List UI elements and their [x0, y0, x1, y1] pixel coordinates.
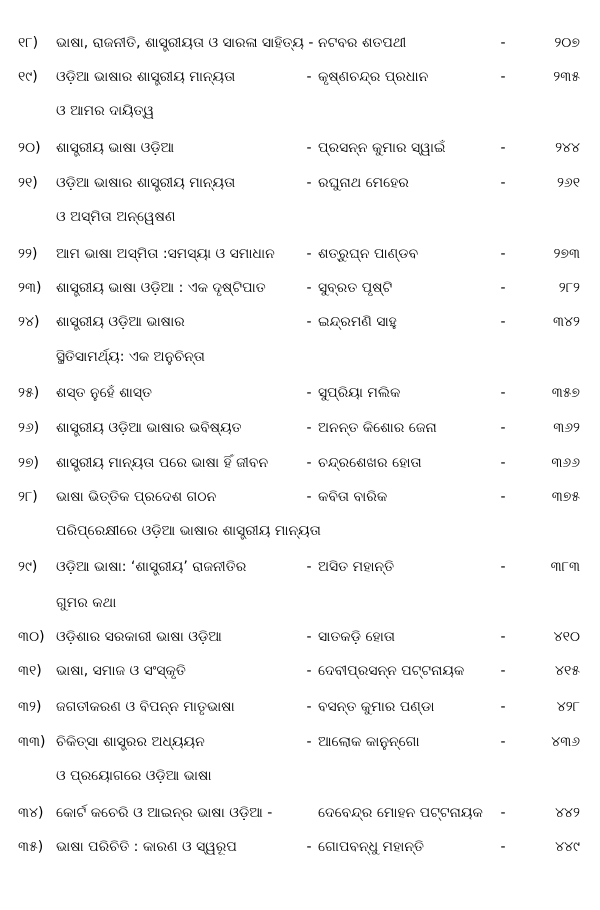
separator-dash: -	[500, 839, 506, 855]
entry-page: ୪୪୯	[555, 839, 580, 855]
entry-page: ୩୫୭	[551, 385, 580, 401]
separator-dash: -	[306, 175, 312, 191]
entry-title-continued: ଗୁମର କଥା	[56, 595, 117, 611]
entry-number: ୨୨)	[18, 246, 38, 262]
entry-number: ୩୫)	[18, 839, 44, 855]
entry-author: ଇନ୍ଦ୍ରମଣି ସାହୁ	[318, 314, 397, 330]
entry-title: ଶାସ୍ତ୍ରୀୟ ଭାଷା ଓଡ଼ିଆ : ଏକ ଦୃଷ୍ଟିପାତ	[56, 280, 266, 296]
separator-dash: -	[500, 69, 506, 85]
entry-title-continued: ଓ ଅସ୍ମିତା ଅନ୍ୱେଷଣ	[56, 209, 176, 225]
entry-title: ଜଗତୀକରଣ ଓ ବିପନ୍ନ ମାତୃଭାଷା	[56, 699, 235, 715]
entry-page: ୪୪୨	[555, 805, 580, 821]
separator-dash: -	[306, 69, 312, 85]
toc-entry	[0, 800, 600, 826]
separator-dash: -	[500, 280, 506, 296]
entry-title: ଶାସ୍ତ୍ରୀୟ ଓଡ଼ିଆ ଭାଷାର	[56, 314, 185, 330]
toc-entry	[0, 694, 600, 720]
separator-dash: -	[500, 140, 506, 156]
entry-author: ଗୋପବନ୍ଧୁ ମହାନ୍ତି	[318, 839, 425, 855]
separator-dash: -	[500, 663, 506, 679]
entry-title: ଓଡ଼ିଆ ଭାଷାର ଶାସ୍ତ୍ରୀୟ ମାନ୍ୟତା	[56, 175, 236, 191]
entry-title: ଶାସ୍ତ୍ରୀୟ ମାନ୍ୟତା ପରେ ଭାଷା ହିଁ ଜୀବନ	[56, 455, 269, 471]
entry-author: ରଘୁନାଥ ମେହେର	[318, 175, 409, 191]
entry-page: ୨୪୪	[555, 140, 580, 156]
separator-dash: -	[306, 839, 312, 855]
entry-author: ବସନ୍ତ କୁମାର ପଣ୍ଡା	[318, 699, 435, 715]
entry-title: ଶାସ୍ତ୍ରୀୟ ଭାଷା ଓଡ଼ିଆ	[56, 140, 175, 156]
entry-number: ୨୪)	[18, 314, 40, 330]
entry-number: ୨୮)	[18, 489, 38, 505]
entry-page: ୪୩୬	[551, 734, 580, 750]
entry-author: ଅନନ୍ତ କିଶୋର ଜେନା	[318, 420, 437, 436]
separator-dash: -	[306, 385, 312, 401]
toc-entry	[0, 380, 600, 406]
separator-dash: -	[306, 663, 312, 679]
entry-number: ୨୯)	[18, 559, 38, 575]
entry-title-continued: ଓ ଆମର ଦାୟିତ୍ୱ	[56, 103, 155, 119]
toc-entry	[0, 170, 600, 196]
entry-page: ୪୨୮	[556, 699, 580, 715]
entry-title: ଭାଷା ପରିଚିତି : କାରଣ ଓ ସ୍ୱରୂପ	[56, 839, 237, 855]
entry-page: ୩୬୨	[553, 420, 580, 436]
toc-entry	[0, 450, 600, 476]
entry-title: ଶସ୍ତ ନୁହେଁ ଶାସ୍ତ	[56, 385, 152, 401]
entry-page: ୪୧୫	[554, 663, 580, 679]
entry-author: ଅସିତ ମହାନ୍ତି	[318, 559, 395, 575]
separator-dash: -	[500, 734, 506, 750]
entry-author: ଆଲୋକ କାନୁନ୍‌ଗୋ	[318, 734, 420, 750]
separator-dash: -	[306, 629, 312, 645]
entry-author: ଦେବେନ୍ଦ୍ର ମୋହନ ପଟ୍ଟନାୟକ	[318, 805, 483, 821]
entry-title: ଶାସ୍ତ୍ରୀୟ ଓଡ଼ିଆ ଭାଷାର ଭବିଷ୍ୟତ	[56, 420, 242, 436]
separator-dash: -	[306, 280, 312, 296]
entry-title-continued: ସ୍ଥିତିସାମର୍ଥ୍ୟ: ଏକ ଅନୁଚିନ୍ତା	[56, 349, 205, 365]
separator-dash: -	[306, 246, 312, 262]
entry-author: ଦେବୀପ୍ରସନ୍ନ ପଟ୍ଟନାୟକ	[318, 663, 465, 679]
separator-dash: -	[306, 489, 312, 505]
toc-entry	[0, 729, 600, 755]
entry-title-continued: ଓ ପ୍ରୟୋଗରେ ଓଡ଼ିଆ ଭାଷା	[56, 768, 212, 784]
entry-number: ୨୭)	[18, 455, 40, 471]
entry-title: ଓଡ଼ିଆ ଭାଷା: ‘ଶାସ୍ତ୍ରୀୟ’ ରାଜନୀତିର	[56, 559, 247, 575]
toc-entry	[0, 624, 600, 650]
toc-entry	[0, 309, 600, 335]
entry-number: ୩୨)	[18, 699, 42, 715]
separator-dash: -	[306, 314, 312, 330]
separator-dash: -	[500, 420, 506, 436]
toc-entry	[0, 30, 600, 56]
entry-number: ୩୩)	[18, 734, 46, 750]
entry-author: ଚନ୍ଦ୍ରଶେଖର ହୋତା	[318, 455, 422, 471]
separator-dash: -	[306, 420, 312, 436]
entry-number: ୨୫)	[18, 385, 40, 401]
separator-dash: -	[500, 175, 506, 191]
entry-number: ୧୯)	[18, 69, 38, 85]
toc-entry	[0, 275, 600, 301]
separator-dash: -	[500, 455, 506, 471]
separator-dash: -	[500, 805, 506, 821]
entry-page: ୩୬୬	[551, 455, 580, 471]
entry-title: ଓଡ଼ିଆ ଭାଷାର ଶାସ୍ତ୍ରୀୟ ମାନ୍ୟତା	[56, 69, 236, 85]
entry-title: ଚିକିତ୍ସା ଶାସ୍ତ୍ରର ଅଧ୍ୟୟନ	[56, 734, 205, 750]
entry-author: କୃଷ୍ଣଚନ୍ଦ୍ର ପ୍ରଧାନ	[318, 69, 429, 85]
entry-title: ଭାଷା, ସମାଜ ଓ ସଂସ୍କୃତି	[56, 663, 186, 679]
entry-page: ୨୬୧	[556, 175, 580, 191]
entry-author: ନଟବର ଶତପଥୀ	[318, 35, 407, 51]
entry-page: ୨୭୩	[553, 246, 580, 262]
entry-number: ୨୩)	[18, 280, 42, 296]
toc-entry	[0, 554, 600, 580]
entry-number: ୧୮)	[18, 35, 39, 51]
entry-page: ୩୭୫	[551, 489, 580, 505]
toc-entry	[0, 834, 600, 860]
entry-author: ପ୍ରସନ୍ନ କୁମାର ସ୍ୱାଇଁ	[318, 140, 446, 156]
entry-page: ୨୩୫	[553, 69, 580, 85]
toc-entry	[0, 415, 600, 441]
entry-page: ୨୮୨	[558, 280, 580, 296]
entry-number: ୨୦)	[18, 140, 41, 156]
toc-entry	[0, 135, 600, 161]
separator-dash: -	[306, 455, 312, 471]
entry-title: ଭାଷା ଭିତ୍ତିକ ପ୍ରଦେଶ ଗଠନ	[56, 489, 217, 505]
separator-dash: -	[306, 734, 312, 750]
entry-title: କୋର୍ଟ କଚେରି ଓ ଆଇନ୍‌ର ଭାଷା ଓଡ଼ିଆ -	[56, 805, 273, 821]
entry-title: ଆମ ଭାଷା ଅସ୍ମିତା :ସମସ୍ୟା ଓ ସମାଧାନ	[56, 246, 275, 262]
separator-dash: -	[500, 35, 506, 51]
separator-dash: -	[306, 699, 312, 715]
separator-dash: -	[500, 629, 506, 645]
entry-page: ୩୪୨	[553, 314, 580, 330]
separator-dash: -	[500, 559, 506, 575]
entry-number: ୨୧)	[18, 175, 38, 191]
toc-entry	[0, 64, 600, 90]
entry-title: ଓଡ଼ିଶାର ସରକାରୀ ଭାଷା ଓଡ଼ିଆ	[56, 629, 222, 645]
entry-author: ସୁପ୍ରିୟା ମଲିକ	[318, 385, 401, 401]
entry-page: ୨୦୭	[554, 35, 580, 51]
entry-page: ୩୮୩	[550, 559, 580, 575]
separator-dash: -	[500, 385, 506, 401]
entry-author: ସାତକଡ଼ି ହୋତା	[318, 629, 395, 645]
separator-dash: -	[500, 699, 506, 715]
entry-author: ସୁବ୍ରତ ପୃଷ୍ଟି	[318, 280, 393, 296]
entry-number: ୩୦)	[18, 629, 45, 645]
separator-dash: -	[500, 489, 506, 505]
entry-number: ୨୬)	[18, 420, 40, 436]
toc-entry	[0, 484, 600, 510]
entry-title-continued: ପରିପ୍ରେକ୍ଷୀରେ ଓଡ଼ିଆ ଭାଷାର ଶାସ୍ତ୍ରୀୟ ମାନ୍ୟତା	[56, 523, 321, 539]
separator-dash: -	[306, 140, 312, 156]
entry-author: ଶତ୍ରୁଘ୍ନ ପାଣ୍ଡବ	[318, 246, 419, 262]
separator-dash: -	[500, 246, 506, 262]
entry-number: ୩୪)	[18, 805, 44, 821]
entry-number: ୩୧)	[18, 663, 42, 679]
separator-dash: -	[500, 314, 506, 330]
separator-dash: -	[306, 559, 312, 575]
toc-entry	[0, 241, 600, 267]
entry-title: ଭାଷା, ରାଜନୀତି, ଶାସ୍ତ୍ରୀୟତା ଓ ସାରଳା ସାହିତ୍ୟ -	[56, 35, 314, 51]
toc-entry	[0, 658, 600, 684]
entry-author: କବିତା ବାରିକ	[318, 489, 388, 505]
entry-page: ୪୧୦	[553, 629, 580, 645]
